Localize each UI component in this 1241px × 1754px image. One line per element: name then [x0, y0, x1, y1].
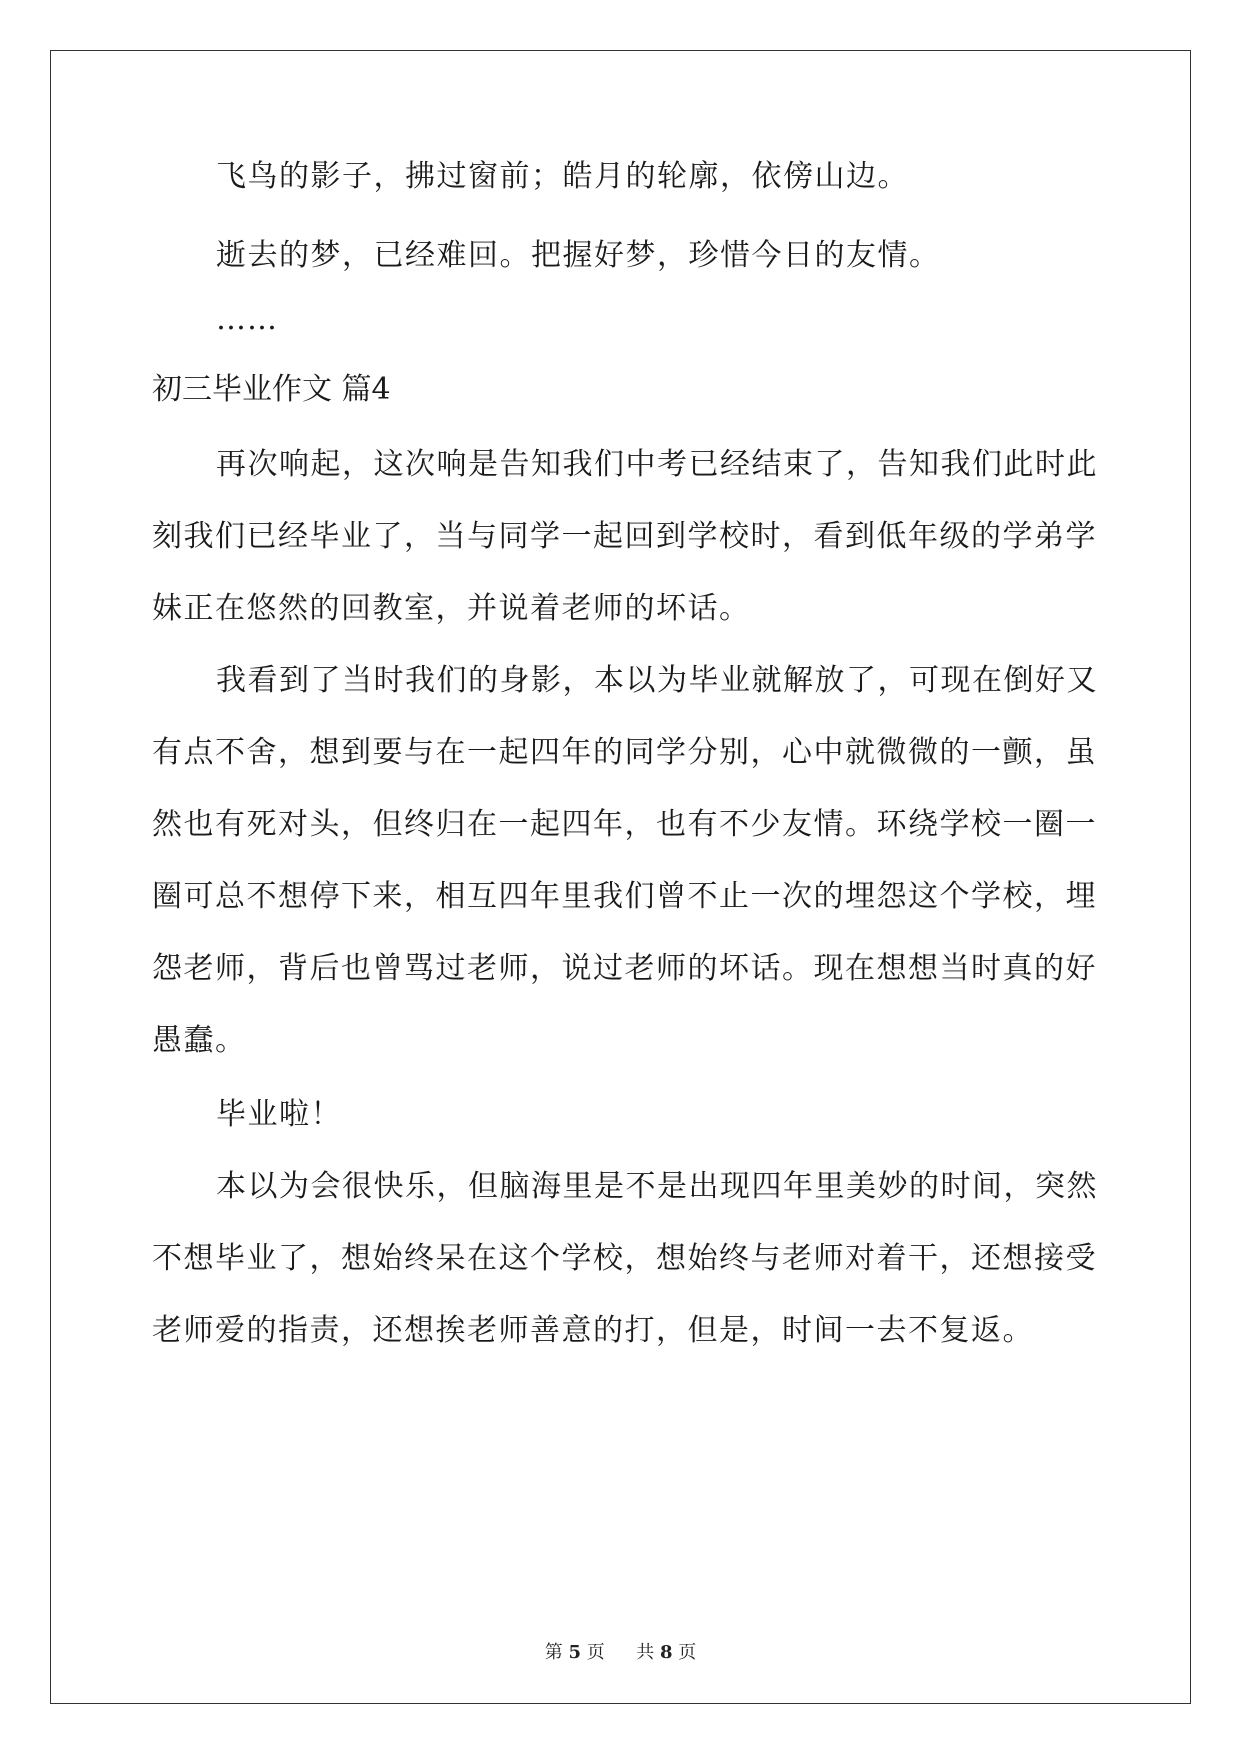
paragraph-line: 我看到了当时我们的身影，本以为毕业就解放了，可现在倒好又	[216, 663, 1098, 698]
paragraph-line: 再次响起，这次响是告知我们中考已经结束了，告知我们此时此	[216, 447, 1098, 482]
page-current: 5	[568, 1642, 582, 1663]
paragraph-line: 逝去的梦，已经难回。把握好梦，珍惜今日的友情。	[216, 238, 941, 273]
total-unit: 页	[678, 1642, 697, 1663]
paragraph-line: 怨老师，背后也曾骂过老师，说过老师的坏话。现在想想当时真的好	[152, 951, 1097, 986]
paragraph-line: 飞鸟的影子，拂过窗前；皓月的轮廓，依傍山边。	[216, 159, 909, 194]
page-label: 第	[544, 1642, 563, 1663]
page-unit: 页	[586, 1642, 605, 1663]
paragraph-line: 毕业啦！	[216, 1097, 342, 1132]
total-label: 共	[636, 1642, 655, 1663]
paragraph-line: 愚蠢。	[152, 1023, 247, 1058]
paragraph-line: 圈可总不想停下来，相互四年里我们曾不止一次的埋怨这个学校，埋	[152, 879, 1097, 914]
ellipsis-line: ……	[216, 302, 278, 337]
paragraph-line: 刻我们已经毕业了，当与同学一起回到学校时，看到低年级的学弟学	[152, 519, 1097, 554]
paragraph-line: 然也有死对头，但终归在一起四年，也有不少友情。环绕学校一圈一	[152, 807, 1097, 842]
page-total: 8	[659, 1642, 673, 1663]
paragraph-line: 有点不舍，想到要与在一起四年的同学分别，心中就微微的一颤，虽	[152, 735, 1097, 770]
section-heading: 初三毕业作文 篇4	[152, 372, 391, 407]
page-footer	[0, 1641, 1241, 1665]
paragraph-line: 妹正在悠然的回教室，并说着老师的坏话。	[152, 591, 751, 626]
paragraph-line: 不想毕业了，想始终呆在这个学校，想始终与老师对着干，还想接受	[152, 1241, 1097, 1276]
paragraph-line: 本以为会很快乐，但脑海里是不是出现四年里美妙的时间，突然	[216, 1169, 1098, 1204]
paragraph-line: 老师爱的指责，还想挨老师善意的打，但是，时间一去不复返。	[152, 1313, 1034, 1348]
